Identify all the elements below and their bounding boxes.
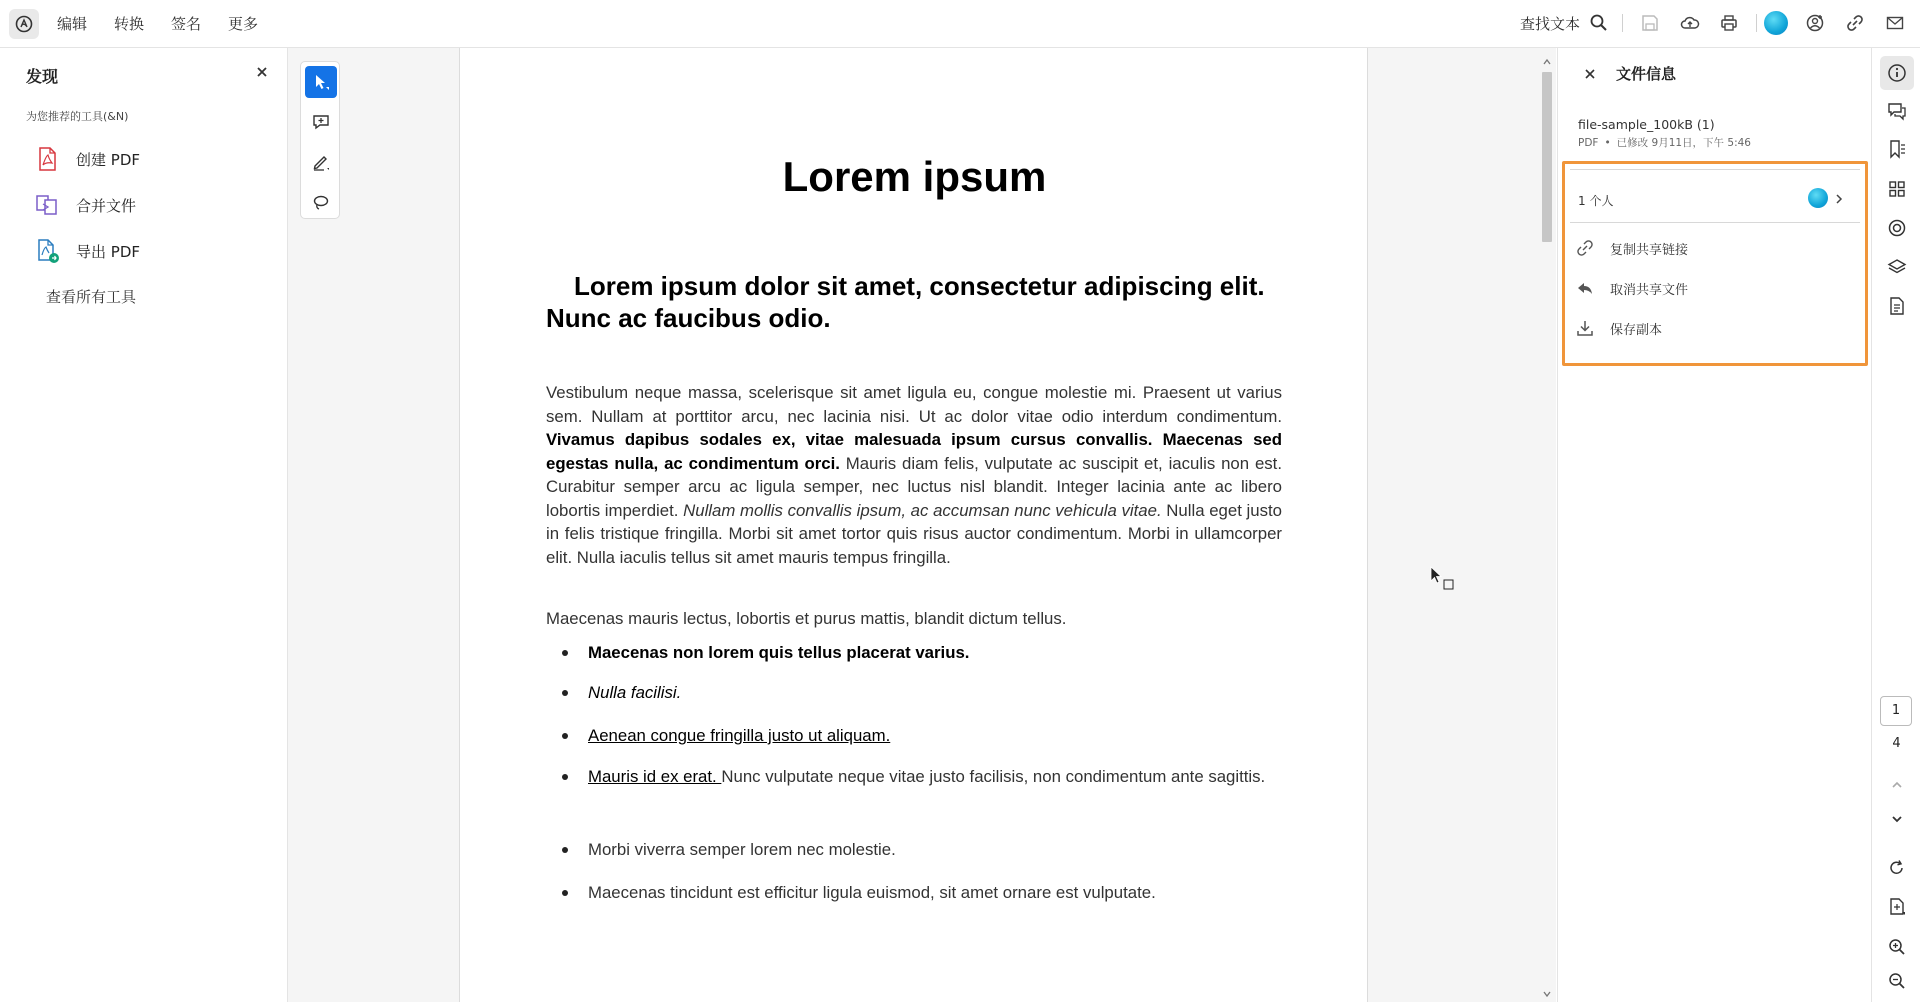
chevron-right-icon[interactable]: [1834, 193, 1844, 205]
page-fit-icon[interactable]: [1887, 897, 1907, 917]
layers-icon[interactable]: [1887, 257, 1907, 277]
lasso-tool-button[interactable]: [305, 186, 337, 218]
select-tool-button[interactable]: [305, 66, 337, 98]
chevron-down-icon[interactable]: [1887, 809, 1907, 829]
paragraph-italic-text: Nullam mollis convallis ipsum, ac accumsan nunc vehicula vitae.: [683, 500, 1162, 520]
find-text-label[interactable]: 查找文本: [1520, 15, 1581, 33]
unshare-icon: [1576, 279, 1594, 297]
toolbar-divider: [1756, 14, 1757, 32]
menu-sign[interactable]: 签名: [171, 14, 202, 33]
tool-combine-files[interactable]: [34, 190, 136, 220]
list-item-link[interactable]: Aenean congue fringilla justo ut aliquam.: [588, 726, 891, 745]
divider: [1570, 222, 1860, 223]
file-info-panel: [1557, 48, 1871, 1002]
app-home-button[interactable]: [9, 9, 39, 39]
combine-files-icon: [34, 192, 60, 218]
action-label: 复制共享链接: [1610, 242, 1689, 258]
list-item: Maecenas tincidunt est efficitur ligula euismod, sit amet ornare est vulputate.: [588, 881, 1270, 904]
email-icon[interactable]: [1885, 13, 1905, 33]
cloud-upload-icon[interactable]: [1680, 13, 1700, 33]
list-item: Nulla facilisi.: [588, 681, 1270, 704]
main-menu: [57, 0, 285, 46]
thumbnails-icon[interactable]: [1887, 179, 1907, 199]
tool-label: 导出 PDF: [76, 242, 140, 261]
search-icon[interactable]: [1589, 13, 1609, 33]
paragraph-text: Mauris diam felis, vulputate ac suscipit et, iaculis non est. Curabitur semper arcu ac ligula semper, nec luctus nisl blandit. Integer lacinia ante ac libero lobortis imperdiet.: [546, 453, 1283, 520]
bookmarks-icon[interactable]: [1887, 139, 1907, 159]
file-info-title: 文件信息: [1616, 65, 1677, 83]
discover-panel-title: 发现: [26, 67, 59, 86]
rotate-icon[interactable]: [1887, 858, 1907, 878]
current-page-input[interactable]: 1: [1880, 696, 1912, 726]
zoom-out-icon[interactable]: [1887, 971, 1907, 991]
comments-icon[interactable]: [1887, 101, 1907, 121]
save-copy-action[interactable]: [1576, 318, 1662, 338]
shared-user-avatar: [1808, 188, 1828, 208]
top-toolbar: [0, 0, 1920, 48]
add-comment-button[interactable]: [305, 106, 337, 138]
acrobat-logo-icon: [15, 15, 33, 33]
export-pdf-icon: [34, 238, 60, 264]
action-label: 取消共享文件: [1610, 282, 1689, 298]
document-title: Lorem ipsum: [782, 153, 1047, 200]
file-type: PDF: [1578, 137, 1599, 149]
body-paragraph: [546, 381, 1282, 569]
menu-convert[interactable]: 转换: [114, 14, 145, 33]
body-paragraph-2: Maecenas mauris lectus, lobortis et purus mattis, blandit dictum tellus.: [546, 609, 1067, 628]
document-properties-icon[interactable]: [1887, 296, 1907, 316]
mouse-cursor-icon: [1430, 566, 1456, 592]
list-item-text: Nunc vulputate neque vitae justo facilisis, non condimentum ante sagittis.: [721, 767, 1266, 786]
tool-label: 合并文件: [76, 196, 137, 215]
cursor-arrow-icon: [312, 73, 330, 91]
menu-edit[interactable]: 编辑: [57, 14, 88, 33]
info-icon[interactable]: [1887, 63, 1907, 83]
list-item: Maecenas non lorem quis tellus placerat varius.: [588, 641, 1270, 664]
paragraph-text: Vestibulum neque massa, scelerisque sit amet ligula eu, congue molestie mi. Praesent ut varius sem. Nullam at porttitor arcu, nec lacinia nisi. Ut ac dolor vitae odio interdum condimentum.: [546, 383, 1282, 426]
view-all-tools-link[interactable]: 查看所有工具: [46, 288, 137, 306]
unshare-file-action[interactable]: [1576, 278, 1688, 298]
scrollbar-thumb[interactable]: [1542, 72, 1552, 242]
meta-dot: •: [1604, 137, 1611, 149]
tool-label: 创建 PDF: [76, 150, 140, 169]
lasso-icon: [312, 193, 330, 211]
quick-tools-strip: [300, 61, 340, 219]
add-user-icon[interactable]: [1805, 13, 1825, 33]
list-item: [588, 724, 1270, 747]
share-link-icon[interactable]: [1845, 13, 1865, 33]
divider: [1570, 169, 1860, 170]
list-item: Morbi viverra semper lorem nec molestie.: [588, 838, 1270, 861]
user-avatar[interactable]: [1764, 11, 1788, 35]
target-icon[interactable]: [1887, 218, 1907, 238]
tool-create-pdf[interactable]: [34, 144, 140, 174]
menu-more[interactable]: 更多: [228, 14, 259, 33]
link-icon: [1576, 239, 1594, 257]
print-icon[interactable]: [1719, 13, 1739, 33]
download-icon: [1576, 319, 1594, 337]
pen-icon: [312, 153, 330, 171]
total-pages: 4: [1892, 736, 1901, 751]
paragraph-text: Nulla eget justo in felis tristique fringilla. Morbi sit amet tortor quis risus auctor condimentum. Morbi in ullamcorper elit. Nulla iaculis tellus sit amet mauris tempus fringilla.: [546, 500, 1282, 567]
action-label: 保存副本: [1610, 322, 1663, 338]
copy-share-link-action[interactable]: [1576, 238, 1688, 258]
discover-panel: [0, 48, 288, 1002]
scroll-up-arrow-icon[interactable]: [1543, 58, 1551, 66]
modified-date: 已修改 9月11日，下午 5:46: [1616, 137, 1751, 149]
close-icon[interactable]: [1584, 68, 1596, 80]
close-icon[interactable]: [255, 65, 269, 79]
toolbar-divider: [1622, 14, 1623, 32]
file-name: file-sample_100kB (1): [1578, 117, 1715, 132]
comment-add-icon: [312, 113, 330, 131]
list-item-link[interactable]: Mauris id ex erat.: [588, 767, 722, 786]
zoom-in-icon[interactable]: [1887, 937, 1907, 957]
right-rail: [1871, 48, 1920, 1002]
save-icon[interactable]: [1640, 13, 1660, 33]
tool-export-pdf[interactable]: [34, 236, 140, 266]
vertical-scrollbar[interactable]: [1540, 56, 1554, 1002]
recommended-tools-label: 为您推荐的工具(&N): [26, 110, 129, 123]
draw-tool-button[interactable]: [305, 146, 337, 178]
create-pdf-icon: [34, 146, 60, 172]
document-heading: Lorem ipsum dolor sit amet, consectetur adipiscing elit. Nunc ac faucibus odio.: [546, 271, 1265, 333]
chevron-up-icon[interactable]: [1887, 775, 1907, 795]
list-item: [588, 765, 1270, 788]
shared-people-count[interactable]: 1 个人: [1578, 194, 1614, 208]
scroll-down-arrow-icon[interactable]: [1543, 990, 1551, 998]
pdf-page: [459, 48, 1368, 1002]
file-meta: [1578, 135, 1751, 150]
paragraph-bold-text: Vivamus dapibus sodales ex, vitae malesuada ipsum cursus convallis. Maecenas sed egestas nulla, ac condimentum orci.: [546, 430, 1282, 473]
